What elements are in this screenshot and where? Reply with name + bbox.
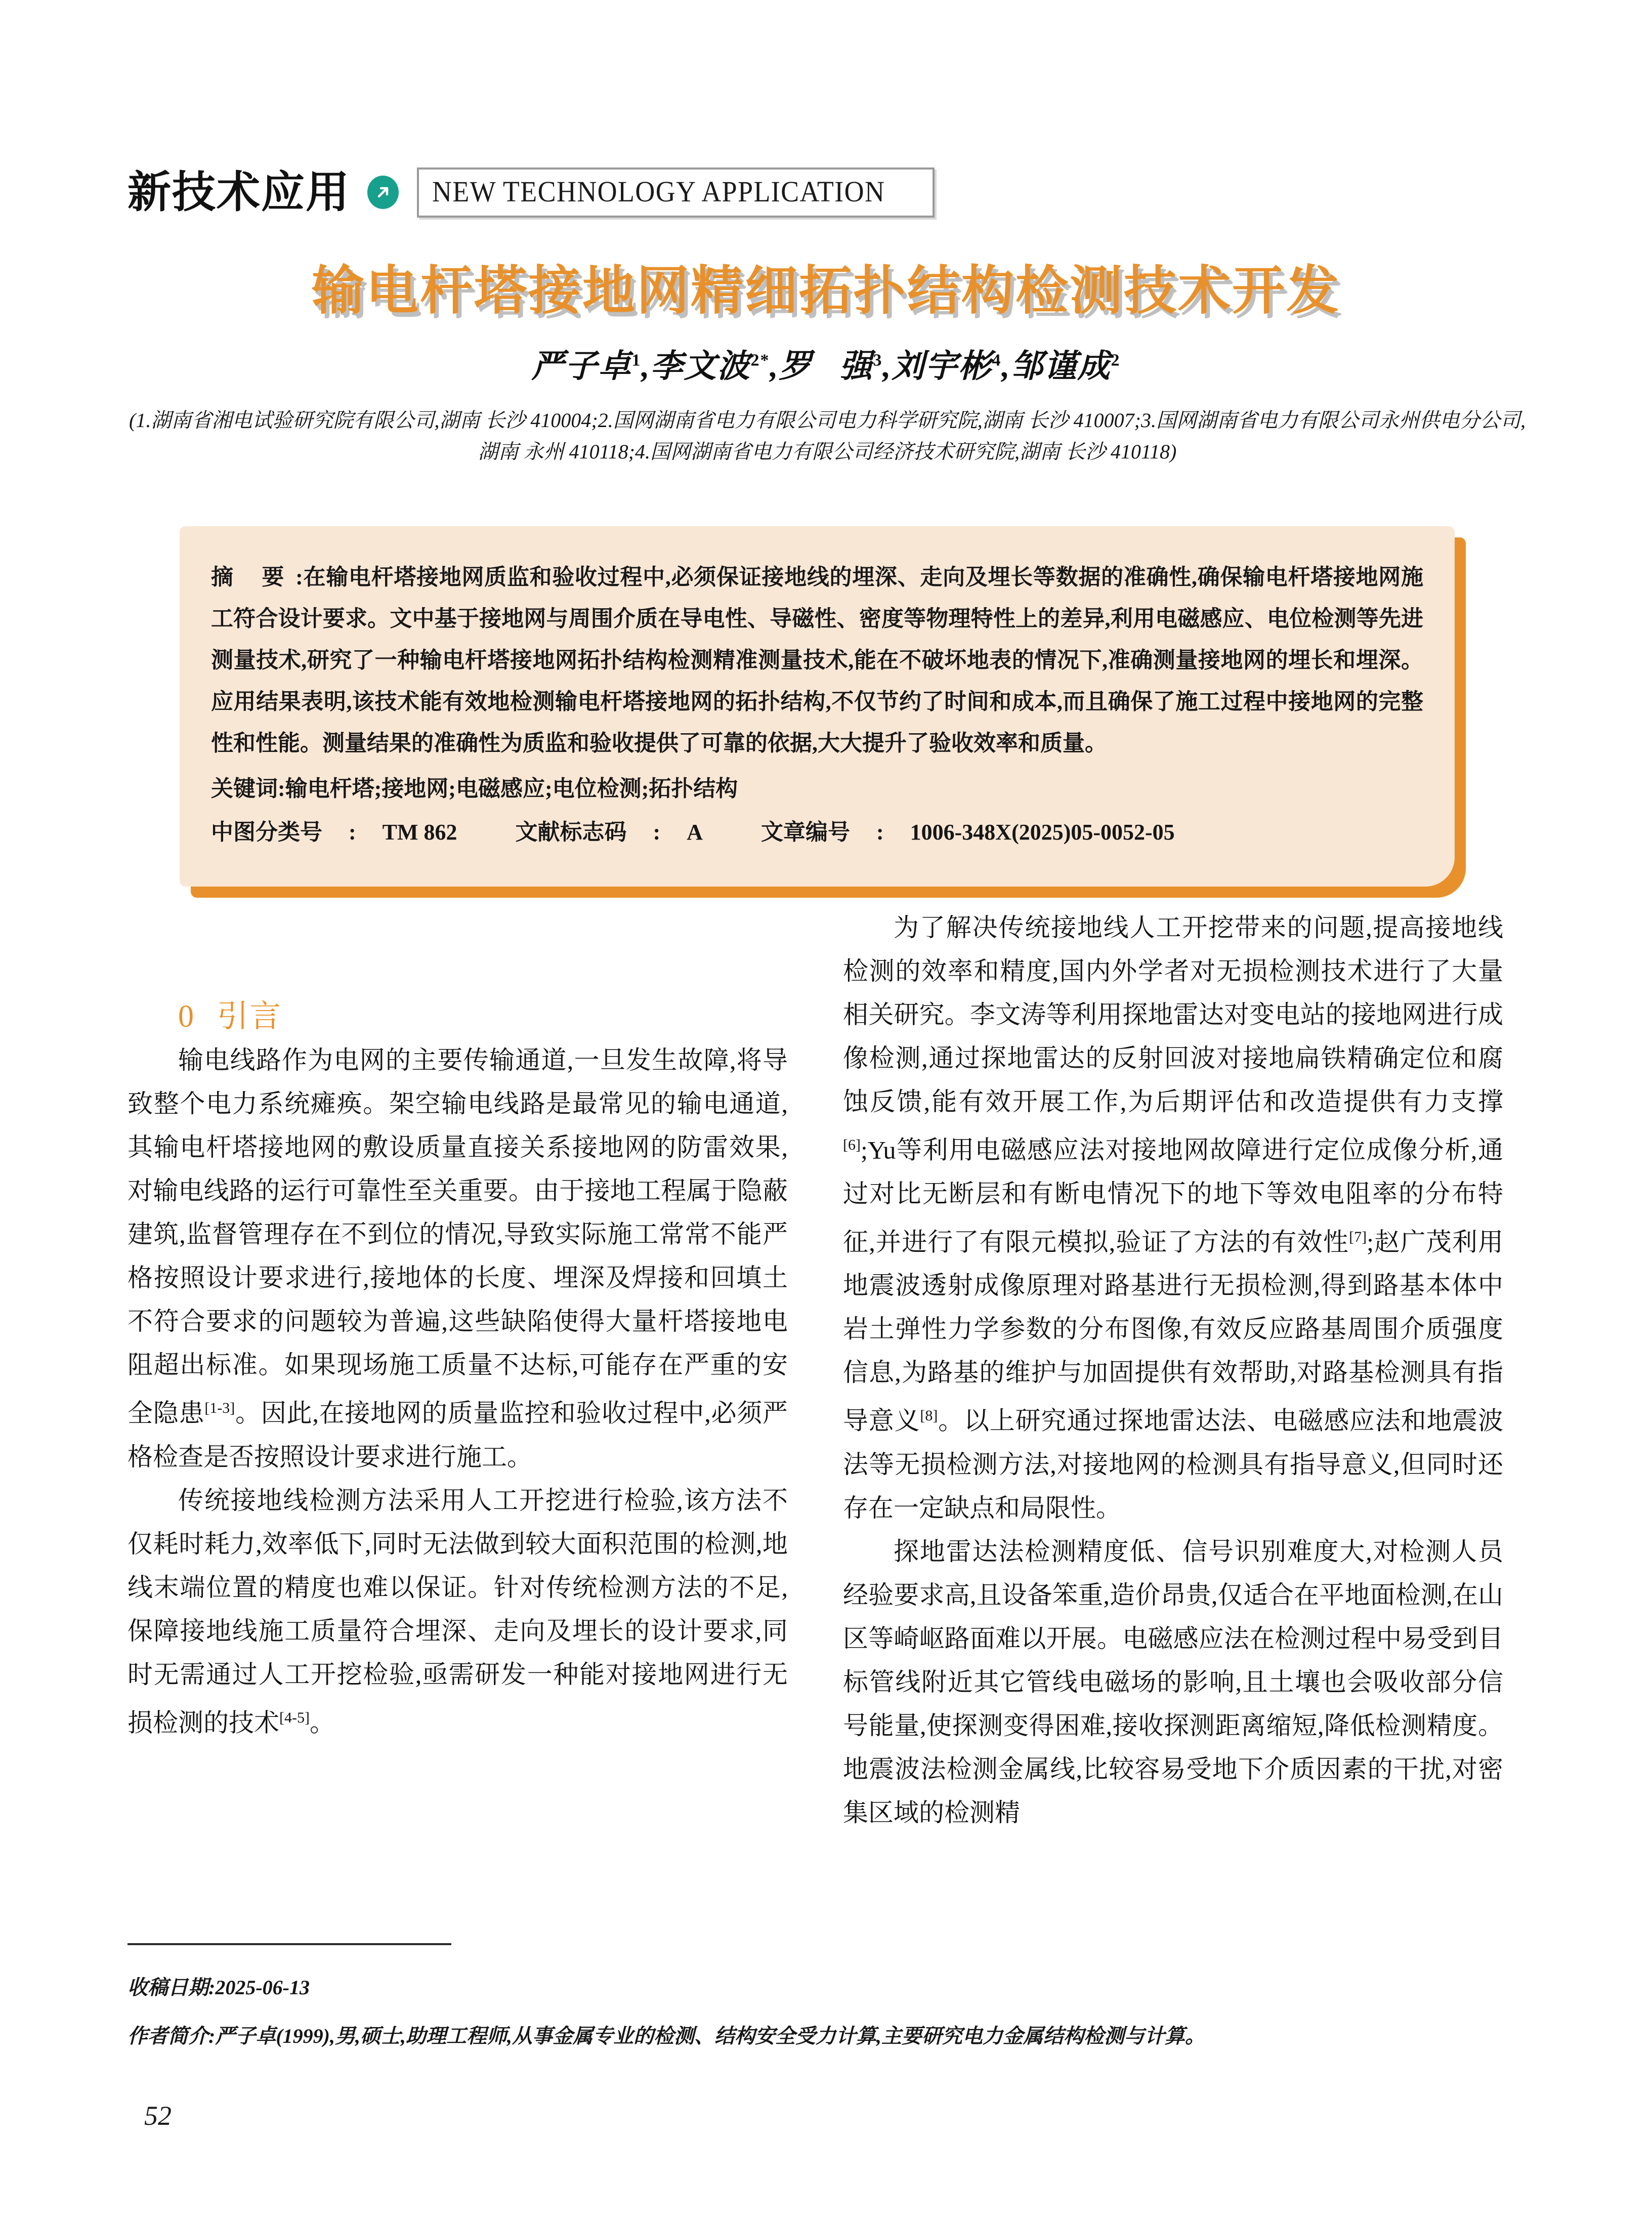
arrow-up-right-icon (367, 176, 399, 209)
section-header-band (128, 162, 1524, 223)
paragraph-text: ;Yu等利用电磁感应法对接地网故障进行定位成像分析,通过对比无断层和有断电情况下的地下等效电阻率的分布特征,并进行了有限元模拟,验证了方法的有效性 (843, 1136, 1503, 1256)
author-bio-row: 作者简介:严子卓(1999),男,硕士,助理工程师,从事金属专业的检测、结构安全受力计算,主要研究电力金属结构检测与计算。 (128, 2025, 1205, 2047)
citation-ref: [8] (920, 1407, 938, 1424)
clc-value: TM 862 (382, 820, 457, 845)
affiliations: (1.湖南省湘电试验研究院有限公司,湖南 长沙 410004;2.国网湖南省电力有限公司电力科学研究院,湖南 长沙 410007;3.国网湖南省电力有限公司永州供电分公司,湖南 永州 410118;4.国网湖南省电力有限公司经济技术研究院,湖南 长沙 410118) (129, 409, 1526, 463)
clc-label: 中图分类号 (211, 820, 322, 845)
citation-ref: [6] (843, 1137, 861, 1153)
article-number: 文章编号 : 1006-348X(2025)05-0052-05 (760, 820, 1175, 845)
abstract-block (180, 526, 1455, 887)
paragraph-text: 探地雷达法检测精度低、信号识别难度大,对检测人员经验要求高,且设备笨重,造价昂贵,仅适合在平地面检测,在山区等崎岖路面难以开展。电磁感应法在检测过程中易受到目标管线附近其它管线电磁场的影响,且土壤也会吸收部分信号能量,使探测变得困难,接收探测距离缩短,降低检测精度。地震波法检测金属线,比较容易受地下介质因素的干扰,对密集区域的检测精 (843, 1537, 1503, 1827)
page-number: 52 (144, 2101, 172, 2131)
abstract-colon: : (295, 565, 303, 590)
paragraph-text-tail: 。因此,在接地网的质量监控和验收过程中,必须严格检查是否按照设计要求进行施工。 (128, 1399, 788, 1471)
received-date-label: 收稿日期 (128, 1976, 208, 1999)
paragraph (128, 1479, 788, 1745)
received-date-value: 2025-06-13 (215, 1976, 310, 1999)
codes-row (211, 812, 1423, 853)
abstract-box (180, 526, 1455, 887)
section-number: 0 (178, 999, 195, 1034)
paragraph-text: 为了解决传统接地线人工开挖带来的问题,提高接地线检测的效率和精度,国内外学者对无损检测技术进行了大量相关研究。李文涛等利用探地雷达对变电站的接地网进行成像检测,通过探地雷达的反射回波对接地扁铁精确定位和腐蚀反馈,能有效开展工作,为后期评估和改造提供有力支撑 (843, 913, 1503, 1116)
abstract-label: 摘 要 (211, 565, 296, 590)
paragraph (843, 1530, 1503, 1834)
citation-ref: [4-5] (279, 1709, 310, 1726)
keywords-label: 关键词 (211, 776, 278, 801)
paragraph-text: 输电线路作为电网的主要传输通道,一旦发生故障,将导致整个电力系统瘫痪。架空输电线路是最常见的输电通道,其输电杆塔接地网的敷设质量直接关系接地网的防雷效果,对输电线路的运行可靠性至关重要。由于接地工程属于隐蔽建筑,监督管理存在不到位的情况,导致实际施工常常不能严格按照设计要求进行,接地体的长度、埋深及焊接和回填土不符合要求的问题较为普遍,这些缺陷使得大量杆塔接地电阻超出标准。如果现场施工质量不达标,可能存在严重的安全隐患 (128, 1046, 788, 1427)
paragraph-text: ;赵广茂利用地震波透射成像原理对路基进行无损检测,得到路基本体中岩土弹性力学参数的分布图像,有效反应路基周围介质强度信息,为路基的维护与加固提供有效帮助,对路基检测具有指导意义 (843, 1228, 1503, 1435)
keywords-row: 关键词:输电杆塔;接地网;电磁感应;电位检测;拓扑结构 (211, 776, 738, 801)
category-label-cn: 新技术应用 (128, 167, 350, 218)
author-bio-label: 作者简介 (128, 2025, 208, 2047)
doc-code-label: 文献标志码 (515, 820, 627, 845)
footnote-divider (128, 1943, 451, 1945)
category-label-en-box (417, 167, 935, 218)
article-no-value: 1006-348X(2025)05-0052-05 (910, 820, 1175, 845)
doc-code-value: A (687, 820, 703, 845)
section-title: 引言 (217, 997, 282, 1034)
keywords-value: 输电杆塔;接地网;电磁感应;电位检测;拓扑结构 (285, 776, 738, 801)
body-column-left (128, 994, 788, 1744)
article-no-label: 文章编号 (760, 820, 850, 845)
page-title: 输电杆塔接地网精细拓扑结构检测技术开发 (311, 260, 1340, 321)
body-column-right (843, 906, 1503, 1834)
citation-ref: [1-3] (204, 1400, 235, 1416)
paragraph (843, 906, 1503, 1530)
paragraph (128, 1038, 788, 1479)
received-date-row: 收稿日期:2025-06-13 (128, 1976, 310, 1999)
abstract-text (211, 557, 1423, 764)
citation-ref: [7] (1349, 1228, 1367, 1245)
category-label-en: NEW TECHNOLOGY APPLICATION (432, 175, 885, 208)
doc-code: 文献标志码 : A (515, 820, 703, 845)
paragraph-text: 传统接地线检测方法采用人工开挖进行检验,该方法不仅耗时耗力,效率低下,同时无法做到较大面积范围的检测,地线末端位置的精度也难以保证。针对传统检测方法的不足,保障接地线施工质量符合埋深、走向及埋长的设计要求,同时无需通过人工开挖检验,亟需研发一种能对接地网进行无损检测的技术 (128, 1486, 788, 1737)
author-list: 严子卓$^1$,李文波$^{2*}$,罗 强$^3$,刘宇彬$^4$,邹谨成$^2$ (531, 348, 1121, 384)
abstract-body: 在输电杆塔接地网质监和验收过程中,必须保证接地线的埋深、走向及埋长等数据的准确性,确保输电杆塔接地网施工符合设计要求。文中基于接地网与周围介质在导电性、导磁性、密度等物理特性上的差异,利用电磁感应、电位检测等先进测量技术,研究了一种输电杆塔接地网拓扑结构检测精准测量技术,能在不破坏地表的情况下,准确测量接地网的埋长和埋深。应用结果表明,该技术能有效地检测输电杆塔接地网的拓扑结构,不仅节约了时间和成本,而且确保了施工过程中接地网的完整性和性能。测量结果的准确性为质监和验收提供了可靠的依据,大大提升了验收效率和质量。 (211, 565, 1424, 755)
section-heading-introduction (128, 994, 788, 1038)
author-bio-value: 严子卓(1999),男,硕士,助理工程师,从事金属专业的检测、结构安全受力计算,主要研究电力金属结构检测与计算。 (215, 2025, 1205, 2047)
paragraph-text-tail: 。 (309, 1708, 335, 1737)
paragraph-text-tail: 。以上研究通过探地雷达法、电磁感应法和地震波法等无损检测方法,对接地网的检测具有指导意义,但同时还存在一定缺点和局限性。 (843, 1406, 1504, 1522)
clc-code: 中图分类号 : TM 862 (211, 820, 457, 845)
footnote-block (128, 1963, 1524, 2061)
